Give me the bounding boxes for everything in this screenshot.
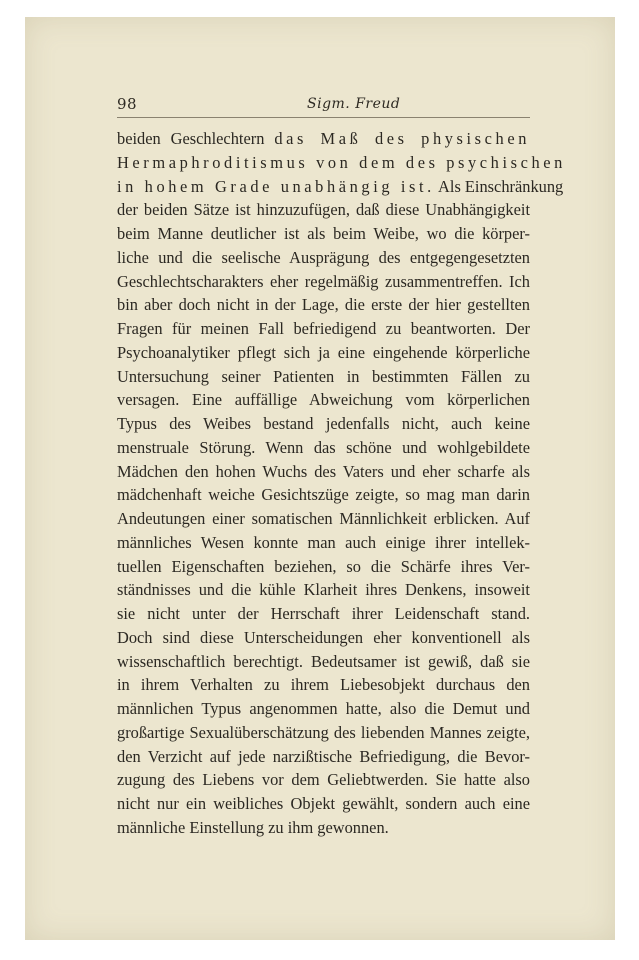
text-segment: Doch sind diese Unterscheidungen eher konventionell als <box>117 627 530 647</box>
text-segment: Als Einschränkung <box>434 176 564 196</box>
text-line <box>117 555 530 579</box>
text-line <box>117 246 530 270</box>
text-line <box>117 721 530 745</box>
text-line <box>117 222 530 246</box>
text-segment: den Verzicht auf jede narzißtische Befriedigung, die Bevor- <box>117 746 530 766</box>
text-segment: sie nicht unter der Herrschaft ihrer Leidenschaft stand. <box>117 604 530 623</box>
text-segment: ständnisses und die kühle Klarheit ihres Denkens, insoweit <box>117 580 530 600</box>
text-line <box>117 768 530 792</box>
emphasized-text: das Maß des physischen <box>274 129 530 148</box>
emphasized-text: in hohem Grade unabhängig ist. <box>117 176 435 196</box>
text-line <box>117 198 530 222</box>
text-line <box>117 270 530 294</box>
text-line <box>117 792 530 816</box>
text-segment: der beiden Sätze ist hinzuzufügen, daß diese Unabhängigkeit <box>117 200 530 220</box>
text-line <box>117 673 530 697</box>
text-line <box>117 460 530 484</box>
text-line <box>117 293 530 317</box>
text-line <box>117 175 564 199</box>
text-segment: nicht nur ein weibliches Objekt gewählt, sondern auch eine <box>117 794 530 813</box>
text-line <box>117 151 566 175</box>
text-line <box>117 578 530 602</box>
text-segment: beim Manne deutlicher ist als beim Weibe, wo die körper- <box>117 224 530 243</box>
text-line <box>117 697 530 721</box>
text-line <box>117 650 530 674</box>
text-segment: wissenschaftlich berechtigt. Bedeutsamer ist gewiß, daß sie <box>117 651 530 671</box>
text-line <box>117 436 530 460</box>
text-line <box>117 507 530 531</box>
text-segment: in ihrem Verhalten zu ihrem Liebesobjekt durchaus den <box>117 675 530 695</box>
text-segment: liche und die seelische Ausprägung des entgegengesetzten <box>117 247 530 267</box>
text-line <box>117 602 530 626</box>
text-segment: Fragen für meinen Fall befriedigend zu beantworten. Der <box>117 319 530 338</box>
text-segment: Psychoanalytiker pflegt sich ja eine eingehende körperliche <box>117 342 530 362</box>
text-line <box>117 626 530 650</box>
emphasized-text: Hermaphroditismus von dem des psychischen <box>117 152 566 172</box>
running-head: Sigm. Freud <box>307 96 401 112</box>
text-line <box>117 412 530 436</box>
text-segment: beiden Geschlechtern <box>117 129 275 148</box>
text-line <box>117 317 530 341</box>
text-line <box>117 816 530 840</box>
text-segment: Typus des Weibes bestand jedenfalls nicht, auch keine <box>117 414 530 433</box>
text-line <box>117 388 530 412</box>
text-segment: Mädchen den hohen Wuchs des Vaters und eher scharfe als <box>117 461 530 481</box>
text-segment: bin aber doch nicht in der Lage, die erste der hier gestellten <box>117 295 530 315</box>
text-segment: Geschlechtscharakters eher regelmäßig zusammentreffen. Ich <box>117 271 530 291</box>
text-line <box>117 745 530 769</box>
text-segment: versagen. Eine auffällige Abweichung vom körperlichen <box>117 390 530 410</box>
text-segment: Untersuchung seiner Patienten in bestimmten Fällen zu <box>117 366 530 386</box>
text-segment: mädchenhaft weiche Gesichtszüge zeigte, so mag man darin <box>117 485 530 505</box>
page-header <box>117 95 530 118</box>
text-line <box>117 531 530 555</box>
text-line <box>117 127 530 151</box>
text-segment: männliche Einstellung zu ihm gewonnen. <box>117 817 389 837</box>
text-segment: menstruale Störung. Wenn das schöne und wohlgebildete <box>117 437 530 457</box>
text-line <box>117 341 530 365</box>
text-segment: tuellen Eigenschaften beziehen, so die Schärfe ihres Ver- <box>117 556 530 576</box>
text-segment: männliches Wesen konnte man auch einige ihrer intellek- <box>117 532 530 552</box>
text-line <box>117 483 530 507</box>
text-segment: männlichen Typus angenommen hatte, also die Demut und <box>117 699 530 718</box>
text-segment: Andeutungen einer somatischen Männlichkeit erblicken. Auf <box>117 509 530 528</box>
book-page <box>25 17 615 940</box>
text-segment: zugung des Liebens vor dem Geliebtwerden. Sie hatte also <box>117 770 530 790</box>
page-number: 98 <box>117 95 138 113</box>
text-line <box>117 365 530 389</box>
body-text <box>117 127 566 840</box>
text-segment: großartige Sexualüberschätzung des liebenden Mannes zeigte, <box>117 722 530 742</box>
